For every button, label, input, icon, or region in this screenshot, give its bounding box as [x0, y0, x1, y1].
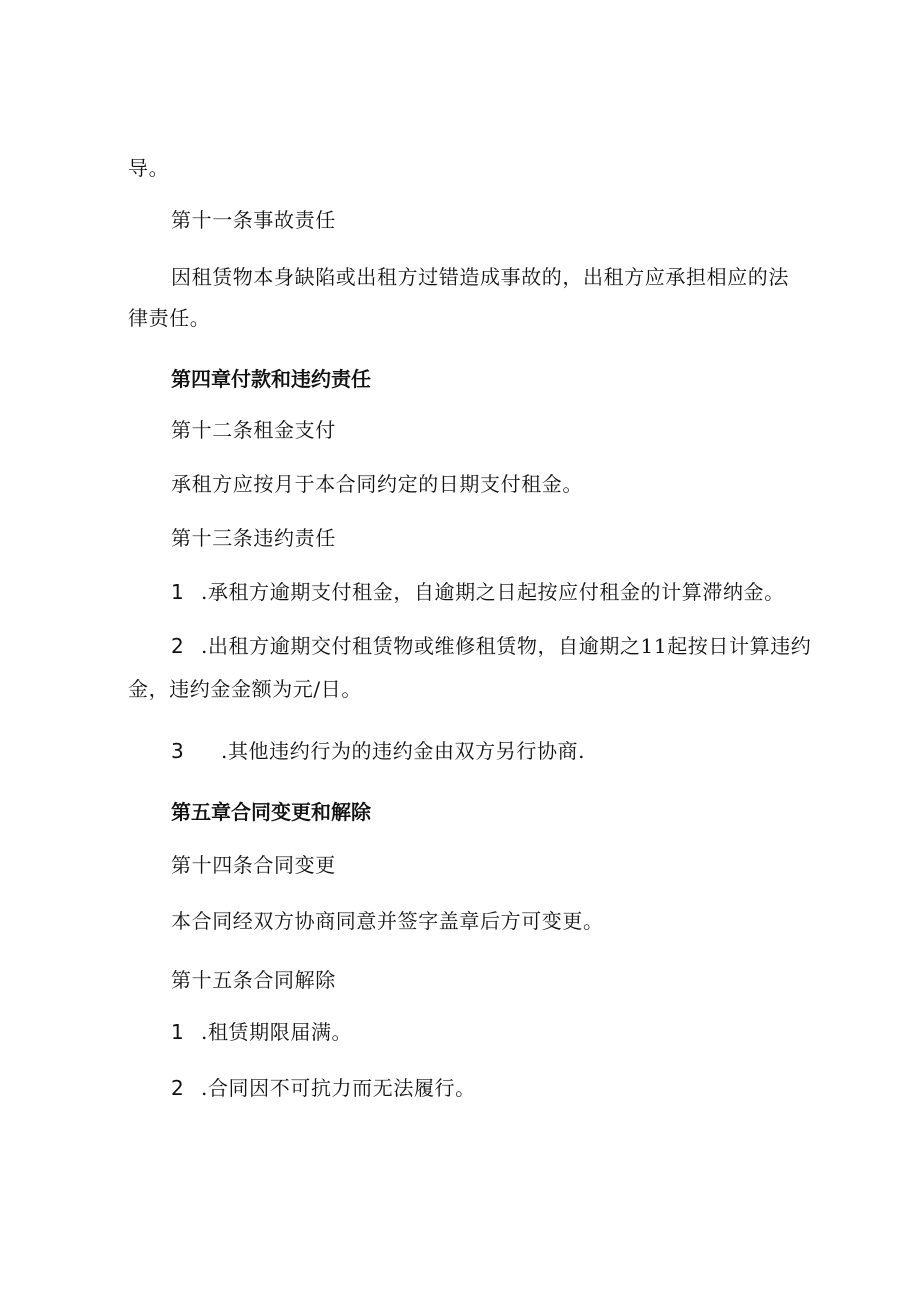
list-item-text: .出租方逾期交付租赁物或维修租赁物，自逾期之11起按日计算违约: [201, 634, 812, 658]
list-item-number: 2: [171, 1076, 185, 1100]
article-11-title: 第十一条事故责任: [171, 208, 336, 232]
article-13-item-2-continuation: 金，违约金金额为元/日。: [128, 677, 362, 701]
list-item-text: .其他违约行为的违约金由双方另行协商.: [221, 739, 586, 763]
list-item-number: 3: [171, 739, 185, 763]
article-13-item-1: [171, 580, 785, 604]
list-item-number: 2: [171, 634, 185, 658]
list-item-text: .合同因不可抗力而无法履行。: [201, 1076, 476, 1100]
article-13-title: 第十三条违约责任: [171, 526, 336, 550]
list-item-text: .承租方逾期支付租金，自逾期之日起按应付租金的计算滞纳金。: [201, 580, 785, 604]
article-11-body-line1: 因租赁物本身缺陷或出租方过错造成事故的，出租方应承担相应的法: [171, 265, 789, 289]
list-item-number: 1: [171, 1020, 185, 1044]
continuation-text: 导。: [128, 156, 170, 180]
article-15-item-2: [171, 1076, 476, 1100]
chapter-5-heading: 第五章合同变更和解除: [171, 800, 371, 824]
list-item-text: .租赁期限届满。: [201, 1020, 353, 1044]
article-14-title: 第十四条合同变更: [171, 853, 336, 877]
article-15-title: 第十五条合同解除: [171, 968, 336, 992]
article-13-item-2: [171, 634, 811, 658]
article-12-body: 承租方应按月于本合同约定的日期支付租金。: [171, 472, 583, 496]
article-15-item-1: [171, 1020, 352, 1044]
article-11-body-line2: 律责任。: [128, 306, 211, 330]
article-14-body: 本合同经双方协商同意并签字盖章后方可变更。: [171, 909, 604, 933]
chapter-4-heading: 第四章付款和违约责任: [171, 367, 371, 391]
article-13-item-3: [171, 739, 585, 763]
article-12-title: 第十二条租金支付: [171, 418, 336, 442]
list-item-number: 1: [171, 580, 185, 604]
